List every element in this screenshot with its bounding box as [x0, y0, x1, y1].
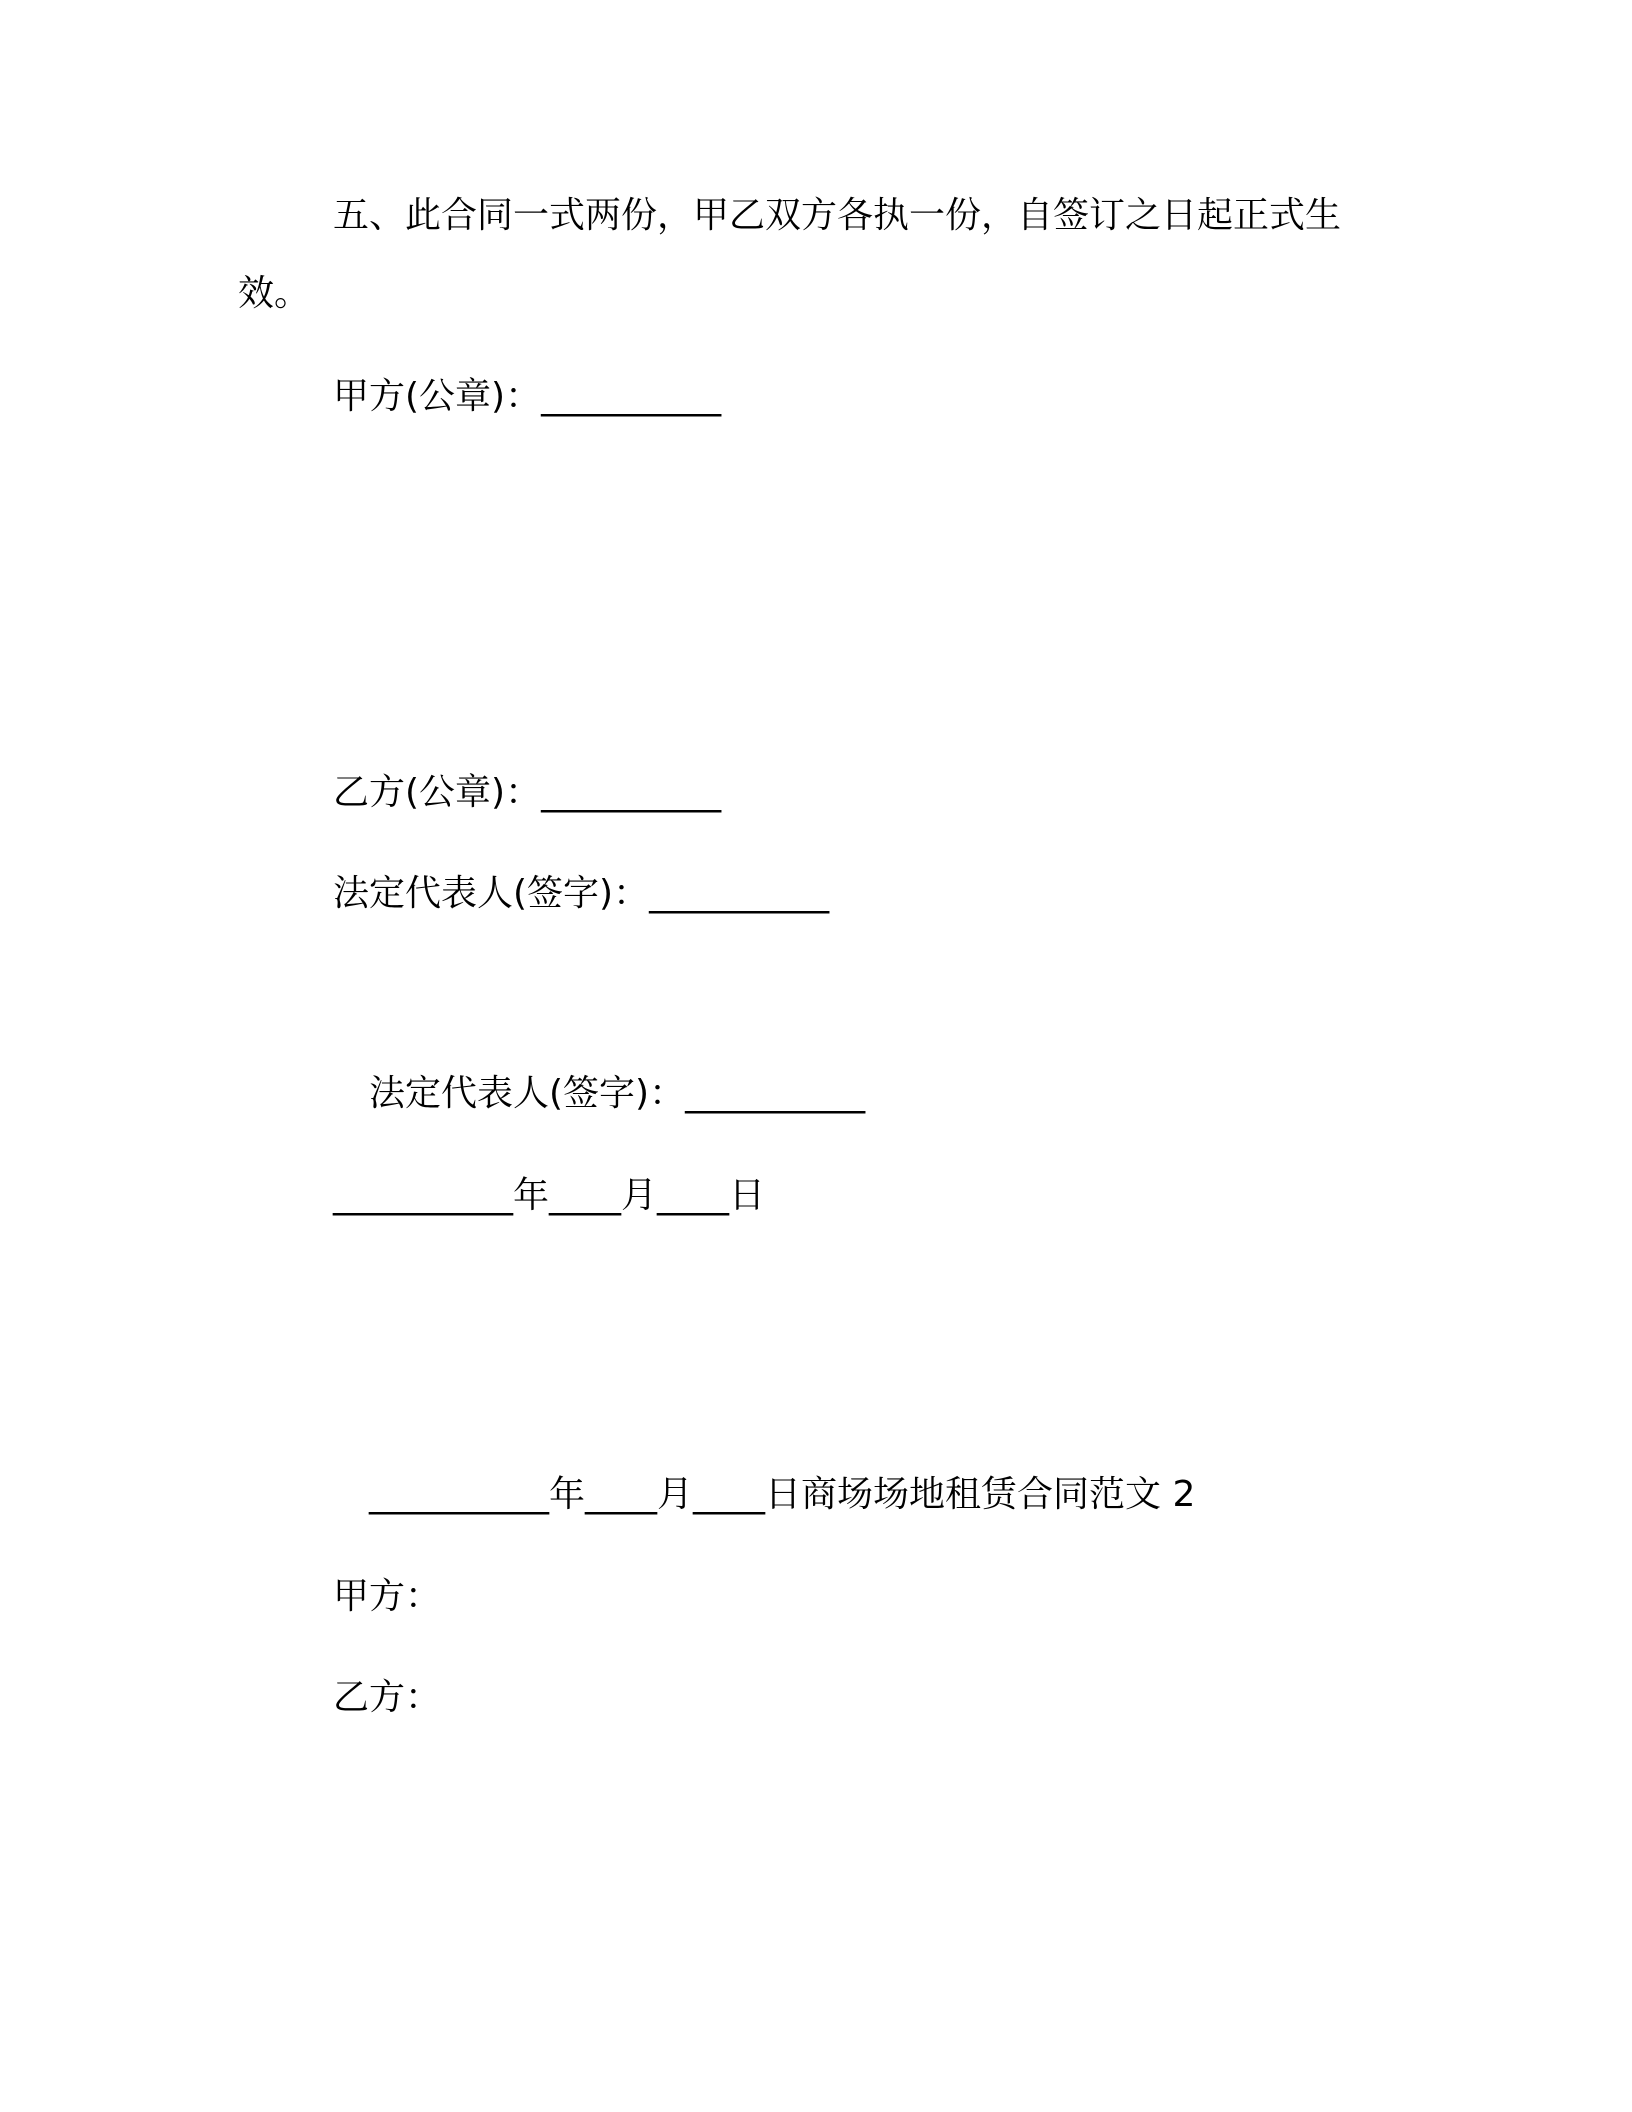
clause-five-line-2: 效。 — [238, 273, 311, 314]
contract-title-line: __________年____月____日商场场地租赁合同范文 2 — [369, 1474, 1196, 1515]
legal-rep-line-1: 法定代表人(签字)：__________ — [333, 873, 830, 914]
party-b-seal-line: 乙方(公章)：__________ — [333, 772, 722, 813]
date-line: __________年____月____日 — [333, 1175, 765, 1216]
party-b-label: 乙方： — [333, 1677, 442, 1718]
clause-five-line-1: 五、此合同一式两份，甲乙双方各执一份，自签订之日起正式生 — [333, 195, 1342, 236]
legal-rep-line-2: 法定代表人(签字)：__________ — [369, 1073, 866, 1114]
party-a-seal-line: 甲方(公章)：__________ — [333, 376, 722, 417]
party-a-label: 甲方： — [333, 1576, 442, 1617]
